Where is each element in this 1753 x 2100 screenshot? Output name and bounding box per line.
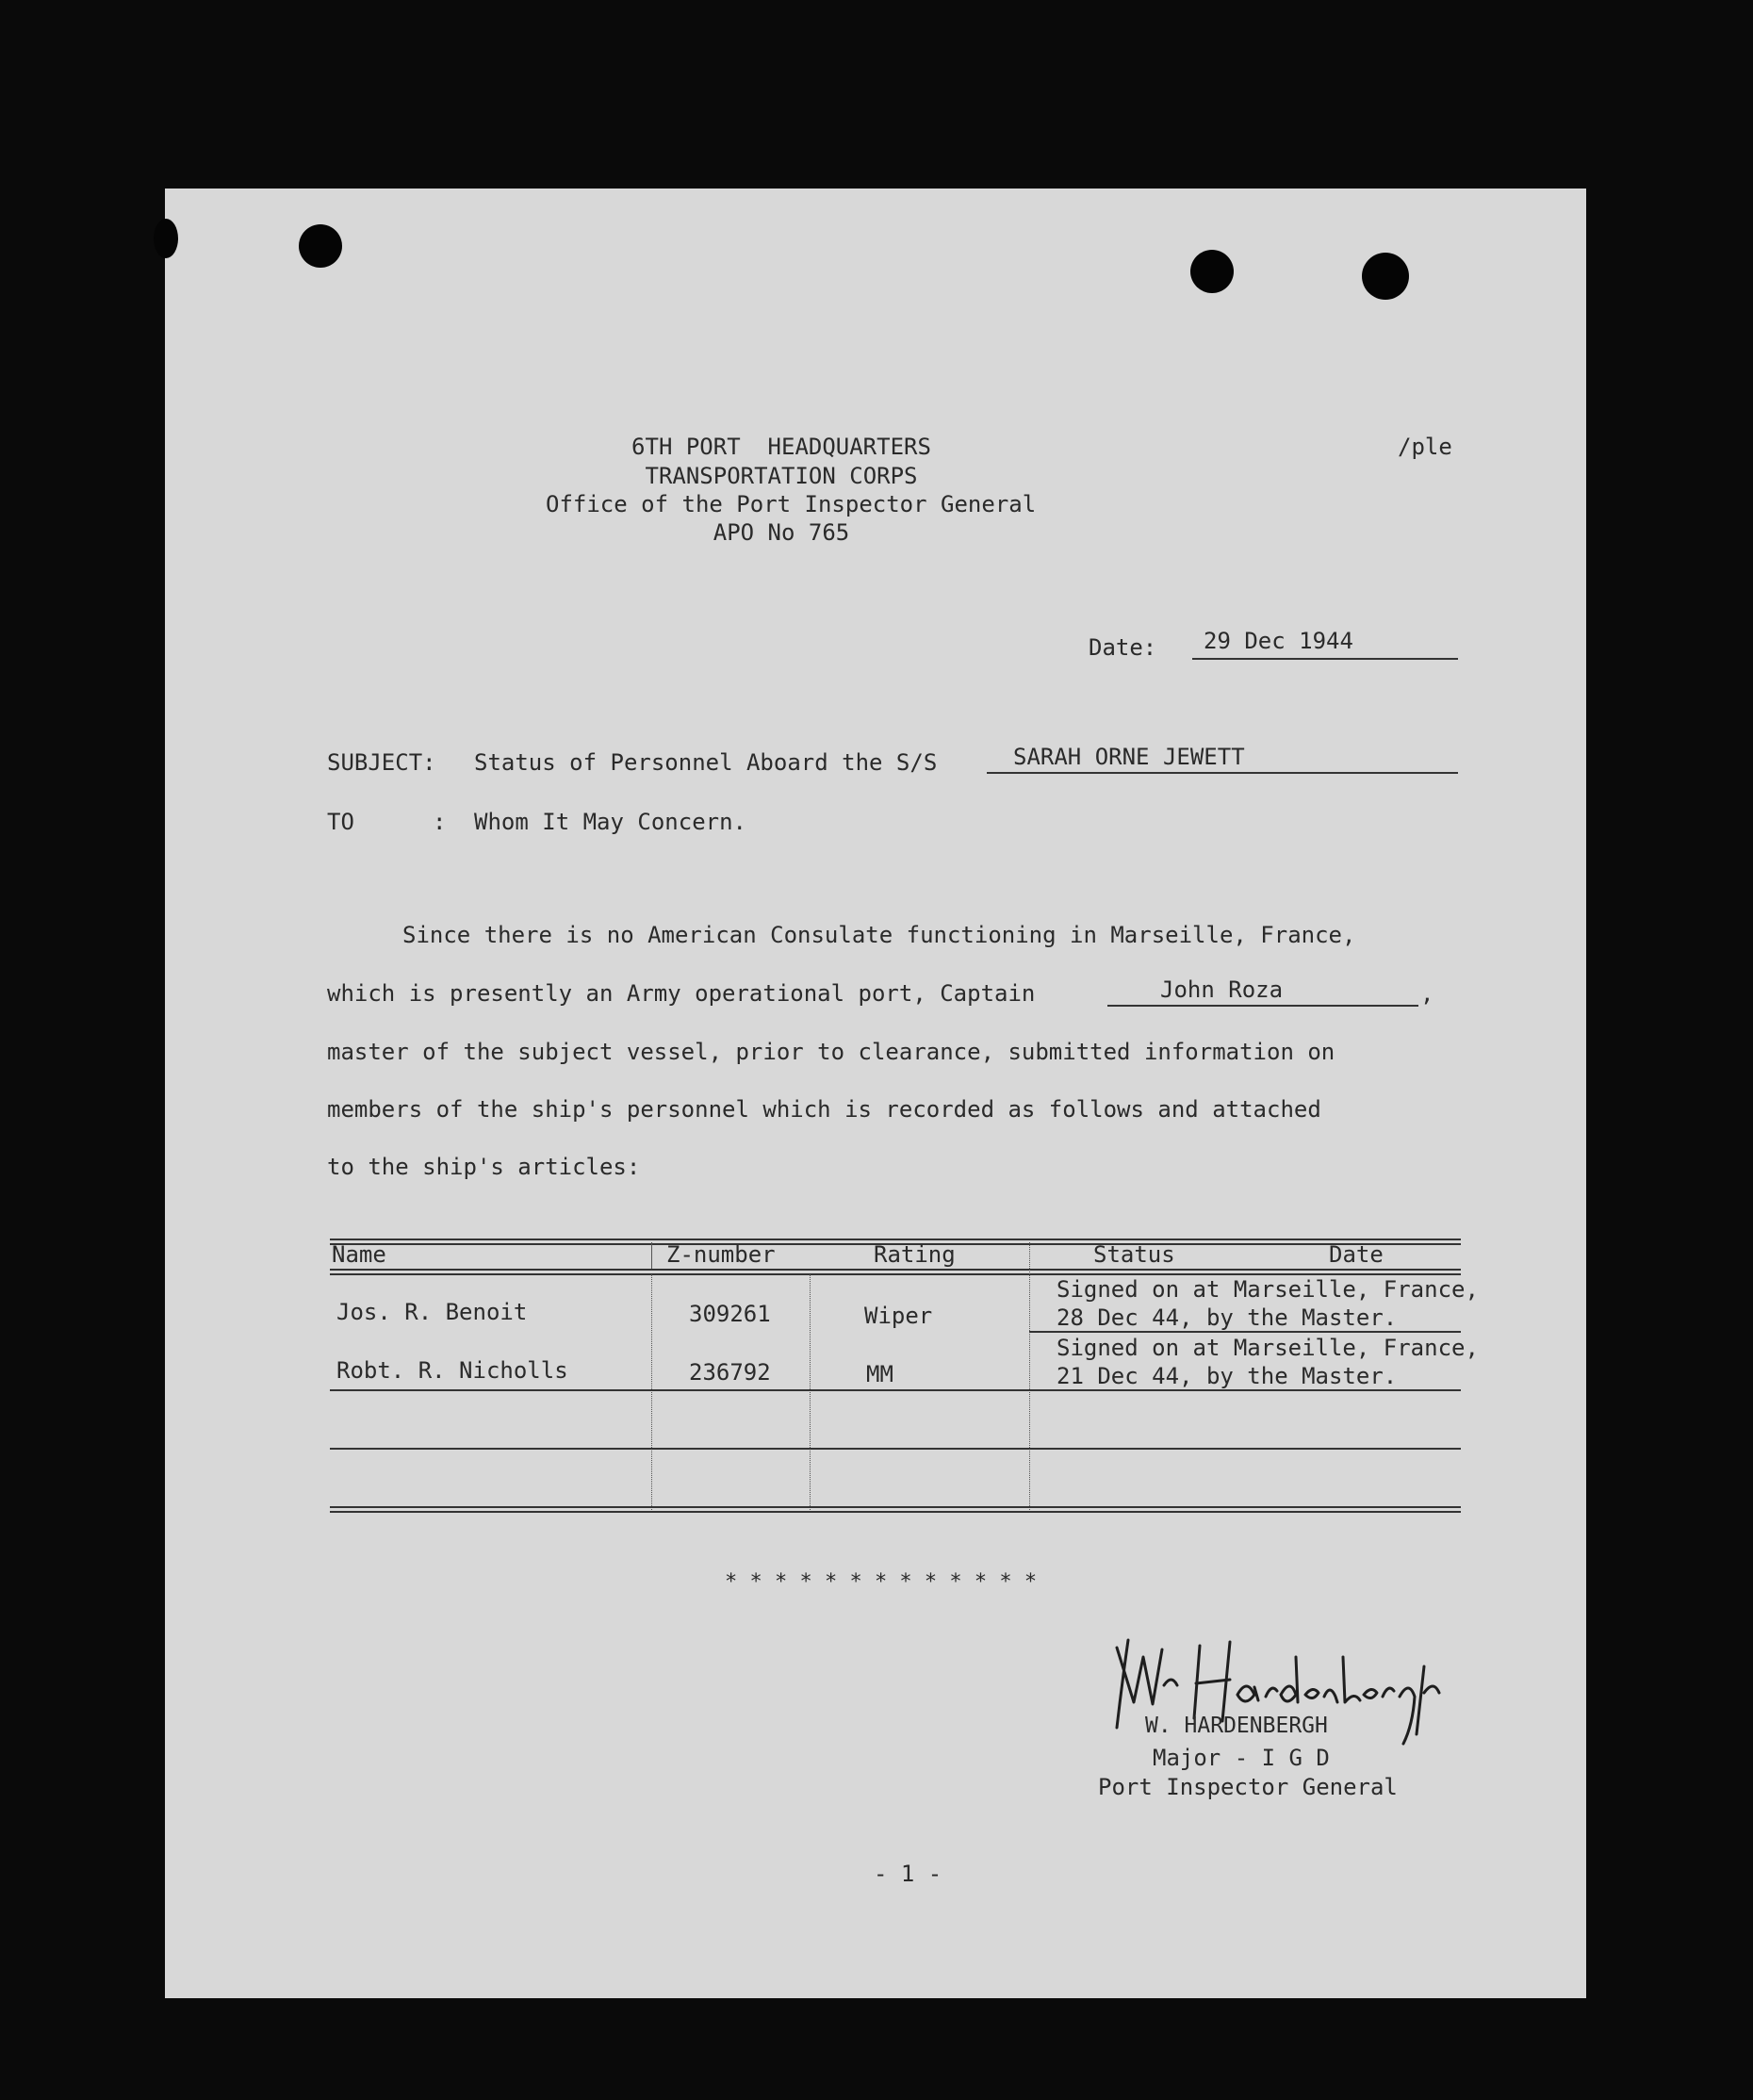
row-status-line-1: Signed on at Marseille, France,: [1057, 1335, 1479, 1361]
subject-label: SUBJECT:: [327, 749, 436, 776]
page-number: - 1 -: [874, 1861, 942, 1887]
punch-hole: [1362, 253, 1409, 300]
col-header-znumber: Z-number: [666, 1241, 776, 1268]
signatory-title: Port Inspector General: [1098, 1774, 1398, 1800]
body-line-3: master of the subject vessel, prior to clearance, submitted information on: [327, 1039, 1335, 1065]
date-underline: [1192, 658, 1458, 660]
col-header-status: Status: [1093, 1241, 1175, 1268]
document-page: [165, 189, 1586, 1998]
table-bottom-rule: [330, 1506, 1461, 1513]
captain-name: John Roza: [1160, 976, 1284, 1003]
date-value: 29 Dec 1944: [1204, 628, 1353, 654]
to-text: Whom It May Concern.: [474, 809, 746, 835]
signatory-rank: Major - I G D: [1153, 1745, 1330, 1771]
to-colon: :: [433, 809, 447, 835]
punch-hole: [1190, 250, 1234, 293]
column-divider: [810, 1274, 811, 1510]
row-status-line-2: 28 Dec 44, by the Master.: [1057, 1304, 1398, 1331]
col-header-rating: Rating: [874, 1241, 956, 1268]
row-name: Robt. R. Nicholls: [336, 1357, 568, 1384]
row-rule: [1029, 1331, 1461, 1333]
subject-text: Status of Personnel Aboard the S/S: [474, 749, 938, 776]
letterhead-line-3: Office of the Port Inspector General: [546, 491, 1037, 517]
to-label: TO: [327, 809, 354, 835]
row-name: Jos. R. Benoit: [336, 1299, 528, 1325]
letterhead-line-4: APO No 765: [713, 519, 850, 546]
body-line-5: to the ship's articles:: [327, 1154, 641, 1180]
column-divider: [651, 1242, 652, 1269]
body-line-2-comma: ,: [1420, 980, 1434, 1007]
punch-hole: [154, 219, 178, 258]
row-rating: Wiper: [864, 1303, 933, 1329]
letterhead-line-2: TRANSPORTATION CORPS: [645, 463, 918, 489]
row-status-line-1: Signed on at Marseille, France,: [1057, 1276, 1479, 1303]
punch-hole: [299, 224, 342, 268]
column-divider: [651, 1274, 652, 1510]
captain-underline: [1107, 1005, 1418, 1007]
col-header-name: Name: [332, 1241, 386, 1268]
header-bottom-rule: [330, 1269, 1461, 1275]
date-label: Date:: [1089, 634, 1157, 661]
row-znumber: 309261: [689, 1301, 771, 1327]
row-rating: MM: [866, 1361, 893, 1387]
signatory-name: W. HARDENBERGH: [1145, 1714, 1328, 1738]
body-line-1: Since there is no American Consulate functioning in Marseille, France,: [402, 922, 1356, 948]
row-znumber: 236792: [689, 1359, 771, 1386]
col-header-date: Date: [1329, 1241, 1384, 1268]
column-divider: [1029, 1242, 1030, 1510]
row-rule: [330, 1448, 1461, 1450]
row-status-line-2: 21 Dec 44, by the Master.: [1057, 1363, 1398, 1389]
reference-initials: /ple: [1398, 434, 1452, 460]
ship-name-underline: [987, 772, 1458, 774]
body-line-2: which is presently an Army operational port, Captain: [327, 980, 1036, 1007]
row-rule: [330, 1389, 1461, 1391]
body-line-4: members of the ship's personnel which is recorded as follows and attached: [327, 1096, 1321, 1123]
ship-name: SARAH ORNE JEWETT: [1013, 744, 1245, 770]
letterhead-line-1: 6TH PORT HEADQUARTERS: [631, 434, 931, 460]
separator-stars: * * * * * * * * * * * * *: [725, 1570, 1038, 1594]
